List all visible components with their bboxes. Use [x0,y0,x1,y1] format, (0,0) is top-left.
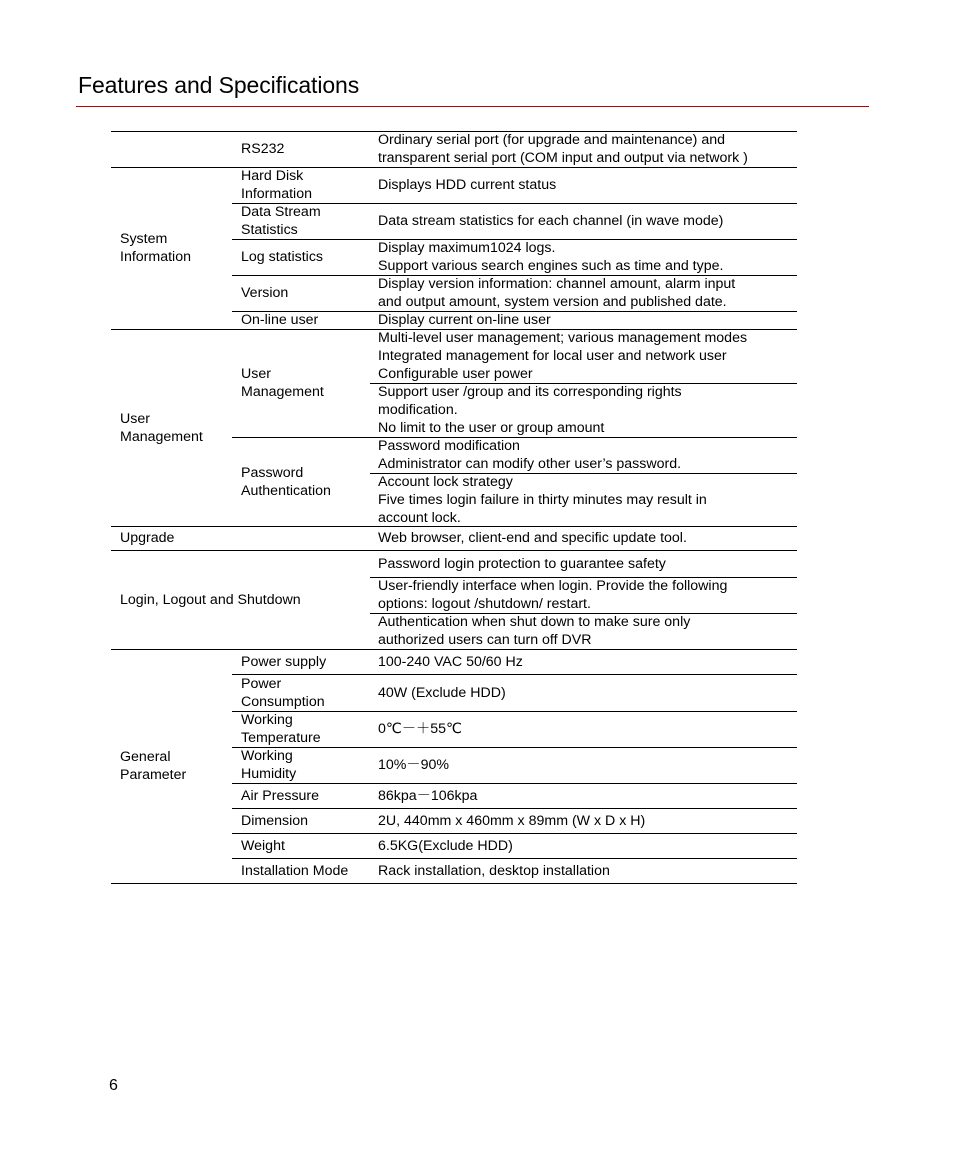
label-line: Password [241,464,304,481]
label-line: Data Stream [241,204,321,220]
online-user-description: Display current on-line user [378,312,551,328]
page-number: 6 [109,1077,118,1094]
login-interface-description [378,577,727,613]
section-label-line: User [120,410,150,427]
user-management-label [241,329,324,437]
description-line: Five times login failure in thirty minutes may result in [378,491,707,508]
working-humidity-value: 10%－90% [378,757,449,773]
label-line: Working [241,748,293,764]
description-line: Administrator can modify other user’s password. [378,456,682,472]
data-stream-description: Data stream statistics for each channel (in wave mode) [378,213,724,229]
user-management-description [378,329,747,383]
rs232-line: transparent serial port (COM input and output via network ) [378,150,748,166]
working-temperature-value: 0℃－＋55℃ [378,721,462,737]
description-line: Display maximum1024 logs. [378,240,556,256]
description-line: Configurable user power [378,366,533,382]
section-label-line: General [120,749,171,765]
label-line: Management [241,384,324,400]
login-protection-description: Password login protection to guarantee safety [378,555,666,572]
account-lock-description [378,473,707,526]
description-line: Password modification [378,438,520,454]
row-rule [232,833,797,834]
online-user-label: On-line user [241,312,319,328]
description-line: authorized users can turn off DVR [378,632,592,648]
hdd-info-label [241,167,312,203]
page-title: Features and Specifications [78,72,360,98]
hdd-info-description: Displays HDD current status [378,177,557,193]
description-line: and output amount, system version and published date. [378,294,727,310]
user-rights-description [378,383,682,437]
description-line: Display version information: channel amount, alarm input [378,276,736,292]
rs232-label: RS232 [241,141,285,157]
log-statistics-description [378,239,723,275]
description-line: modification. [378,402,458,418]
label-line: Power [241,675,282,692]
section-label-line: Management [120,428,203,445]
label-line: Consumption [241,693,325,710]
power-supply-label: Power supply [241,653,327,670]
description-line: Authentication when shut down to make sure only [378,614,691,630]
label-line: Statistics [241,222,298,238]
version-description [378,275,735,311]
description-line: account lock. [378,509,461,526]
label-line: Humidity [241,766,297,782]
weight-value: 6.5KG(Exclude HDD) [378,837,513,854]
working-temperature-label [241,711,321,747]
power-supply-value: 100-240 VAC 50/60 Hz [378,653,523,670]
section-label-line: System [120,231,168,247]
upgrade-description: Web browser, client-end and specific update tool. [378,530,687,546]
power-consumption-value: 40W (Exclude HDD) [378,684,506,701]
section-label-line: Parameter [120,767,187,783]
description-line: Support user /group and its corresponding rights [378,384,682,400]
label-line: Authentication [241,482,331,499]
description-line: User-friendly interface when login. Provide the following [378,578,728,594]
row-rule [232,747,797,748]
section-upgrade: Upgrade [120,530,175,546]
description-line: Account lock strategy [378,473,513,490]
air-pressure-value: 86kpa－106kpa [378,787,478,804]
label-line: Temperature [241,730,321,746]
label-line: Information [241,186,312,202]
description-line: Integrated management for local user and network user [378,348,727,364]
version-label: Version [241,285,289,301]
label-line: User [241,366,271,382]
air-pressure-label: Air Pressure [241,787,320,804]
section-user-management [120,329,203,526]
row-rule [111,883,797,884]
label-line: Working [241,712,293,728]
title-divider [76,106,869,107]
section-general-parameter [120,649,186,883]
section-label-line: Information [120,249,191,265]
log-statistics-label: Log statistics [241,249,324,265]
dimension-value: 2U, 440mm x 460mm x 89mm (W x D x H) [378,812,646,829]
shutdown-authentication-description [378,613,690,649]
password-modification-description [378,437,681,473]
data-stream-label [241,203,321,239]
working-humidity-label [241,747,296,783]
section-login-logout-shutdown: Login, Logout and Shutdown [120,591,301,608]
rs232-description [378,131,748,167]
description-line: No limit to the user or group amount [378,420,605,436]
installation-mode-value: Rack installation, desktop installation [378,862,610,879]
dimension-label: Dimension [241,812,309,829]
description-line: options: logout /shutdown/ restart. [378,596,591,612]
installation-mode-label: Installation Mode [241,862,349,879]
weight-label: Weight [241,837,285,854]
description-line: Support various search engines such as time and type. [378,258,724,274]
password-authentication-label [241,437,331,526]
label-line: Hard Disk [241,168,304,184]
section-system-information [120,167,191,329]
power-consumption-label [241,674,325,711]
rs232-line: Ordinary serial port (for upgrade and maintenance) and [378,132,725,148]
description-line: Multi-level user management; various management modes [378,330,748,346]
